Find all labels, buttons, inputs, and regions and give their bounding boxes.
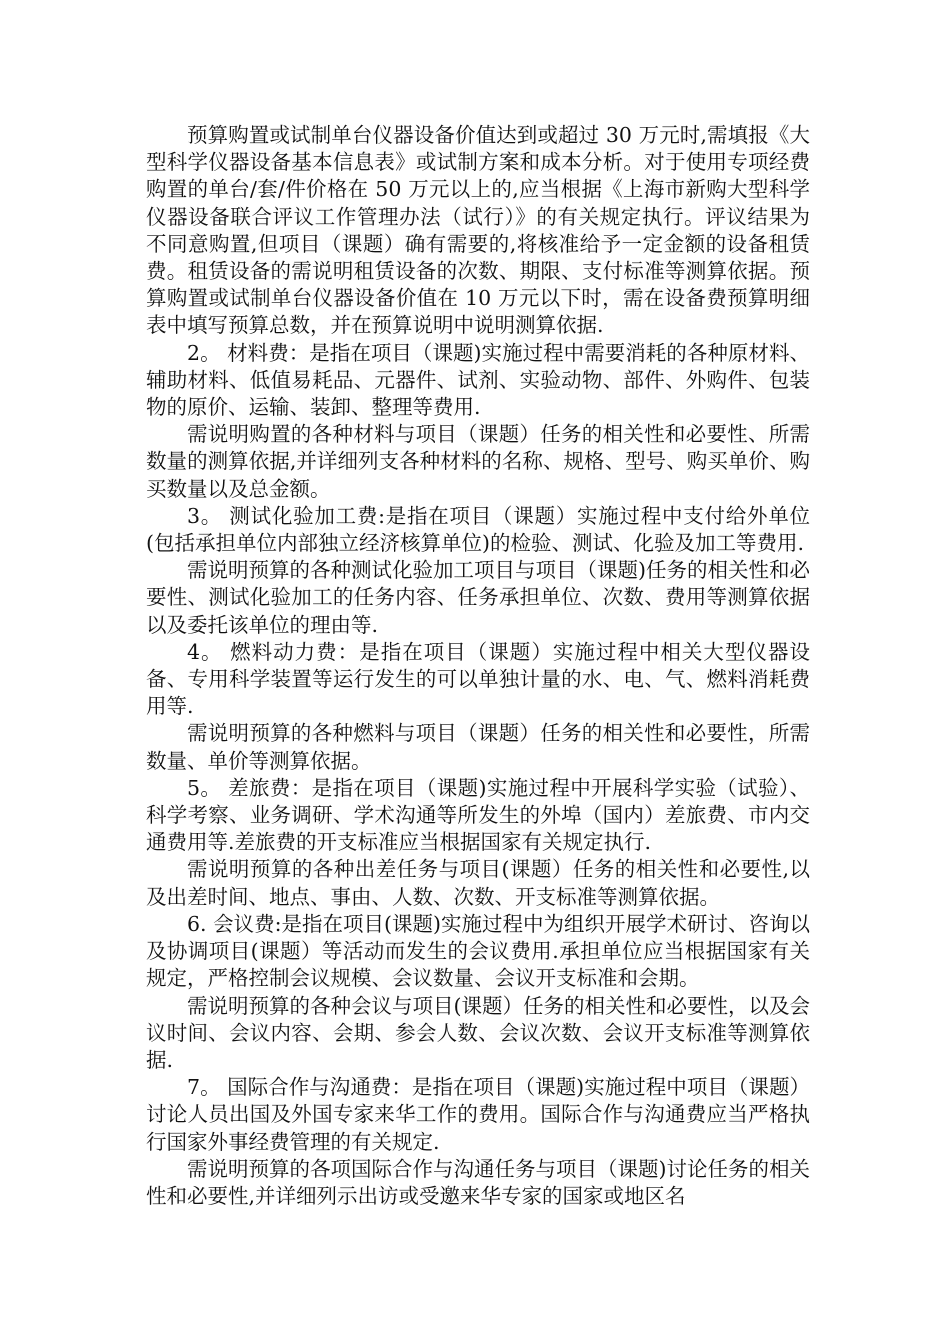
paragraph-international-fee: 7。 国际合作与沟通费：是指在项目（课题)实施过程中项目（课题）讨论人员出国及外国专家来华工作的费用。国际合作与沟通费应当严格执行国家外事经费管理的有关规定. <box>146 1075 810 1154</box>
paragraph-testing-explanation: 需说明预算的各种测试化验加工项目与项目（课题)任务的相关性和必要性、测试化验加工的任务内容、任务承担单位、次数、费用等测算依据以及委托该单位的理由等. <box>146 558 810 637</box>
paragraph-meeting-explanation: 需说明预算的各种会议与项目(课题）任务的相关性和必要性，以及会议时间、会议内容、会期、参会人数、会议次数、会议开支标准等测算依据. <box>146 993 810 1072</box>
paragraph-international-explanation: 需说明预算的各项国际合作与沟通任务与项目（课题)讨论任务的相关性和必要性,并详细列示出访或受邀来华专家的国家或地区名 <box>146 1156 810 1208</box>
paragraph-testing-fee: 3。 测试化验加工费:是指在项目（课题）实施过程中支付给外单位(包括承担单位内部独立经济核算单位)的检验、测试、化验及加工等费用. <box>146 503 810 556</box>
paragraph-travel-explanation: 需说明预算的各种出差任务与项目(课题）任务的相关性和必要性,以及出差时间、地点、事由、人数、次数、开支标准等测算依据。 <box>146 857 810 909</box>
paragraph-material-fee: 2。 材料费：是指在项目（课题)实施过程中需要消耗的各种原材料、辅助材料、低值易耗品、元器件、试剂、实验动物、部件、外购件、包装物的原价、运输、装卸、整理等费用. <box>146 340 810 420</box>
paragraph-equipment-rules: 预算购置或试制单台仪器设备价值达到或超过 30 万元时,需填报《大型科学仪器设备基本信息表》或试制方案和成本分析。对于使用专项经费购置的单台/套/件价格在 50 万元以上的,应当根据《上海市新购大型科学仪器设备联合评议工作管理办法（试行）》的有关规定执行。评议结果为不同意购置,但项目（课题）确有需要的,将核准给予一定金额的设备租赁费。租赁设备的需说明租赁设备的次数、期限、支付标准等测算依据。预算购置或试制单台仪器设备价值在 10 万元以下时，需在设备费预算明细表中填写预算总数，并在预算说明中说明测算依据. <box>146 123 810 338</box>
paragraph-meeting-fee: 6. 会议费:是指在项目(课题)实施过程中为组织开展学术研讨、咨询以及协调项目(课题）等活动而发生的会议费用.承担单位应当根据国家有关规定，严格控制会议规模、会议数量、会议开支标准和会期。 <box>146 911 810 991</box>
paragraph-fuel-explanation: 需说明预算的各种燃料与项目（课题）任务的相关性和必要性，所需数量、单价等测算依据。 <box>146 721 810 773</box>
paragraph-fuel-power-fee: 4。 燃料动力费：是指在项目（课题）实施过程中相关大型仪器设备、专用科学装置等运行发生的可以单独计量的水、电、气、燃料消耗费用等. <box>146 639 810 719</box>
document-body <box>146 122 810 1210</box>
paragraph-material-explanation: 需说明购置的各种材料与项目（课题）任务的相关性和必要性、所需数量的测算依据,并详细列支各种材料的名称、规格、型号、购买单价、购买数量以及总金额。 <box>146 422 810 501</box>
paragraph-travel-fee: 5。 差旅费：是指在项目（课题)实施过程中开展科学实验（试验）、科学考察、业务调研、学术沟通等所发生的外埠（国内）差旅费、市内交通费用等.差旅费的开支标准应当根据国家有关规定执行. <box>146 775 810 855</box>
